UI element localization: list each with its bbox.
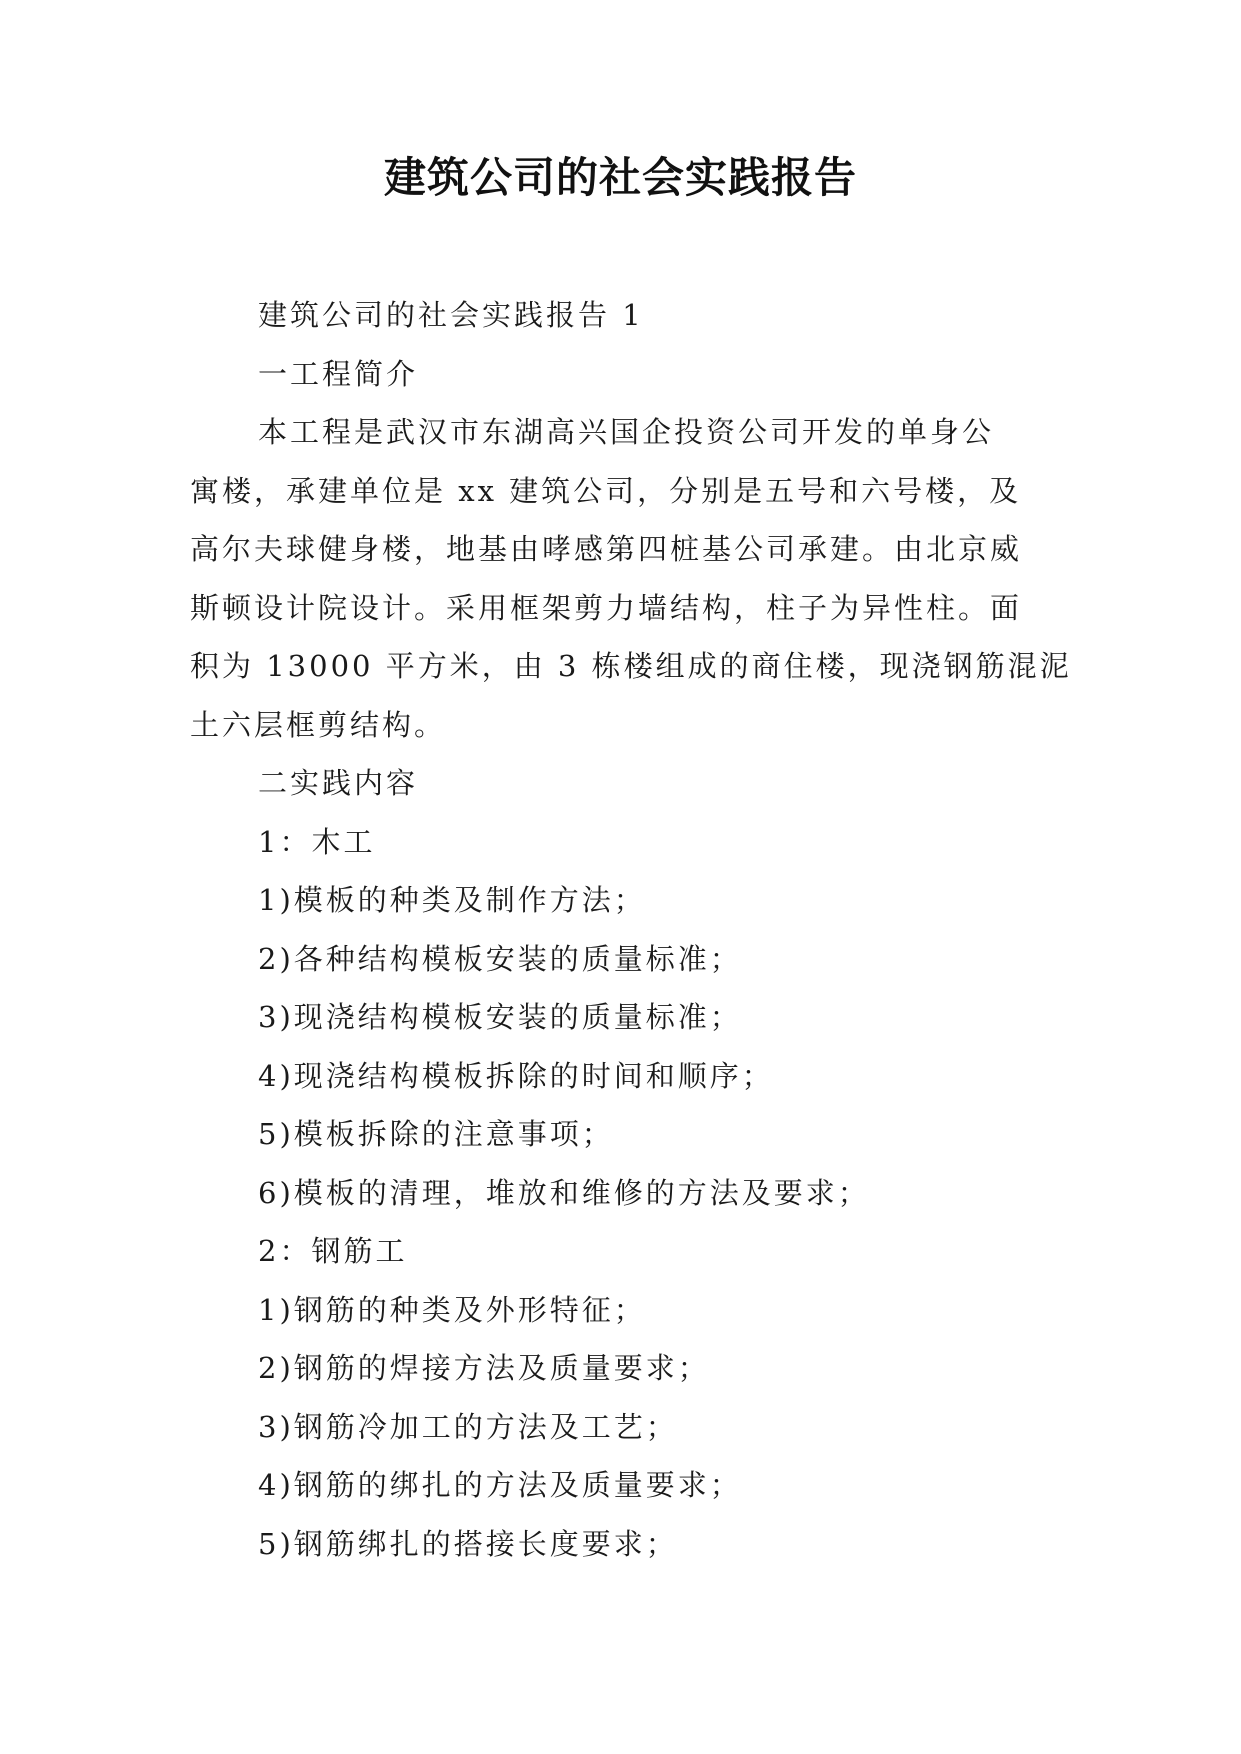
subsection-heading: 1：木工	[258, 824, 376, 859]
paragraph-line: 寓楼，承建单位是 xx 建筑公司，分别是五号和六号楼，及	[190, 473, 1022, 508]
document-title: 建筑公司的社会实践报告	[383, 153, 857, 202]
paragraph-line: 本工程是武汉市东湖高兴国企投资公司开发的单身公	[258, 415, 995, 449]
list-item: 2)各种结构模板安装的质量标准；	[258, 941, 742, 976]
paragraph-line: 高尔夫球健身楼，地基由哮感第四桩基公司承建。由北京威	[190, 532, 1023, 566]
list-item: 6)模板的清理，堆放和维修的方法及要求；	[258, 1175, 870, 1210]
list-item: 4)现浇结构模板拆除的时间和顺序；	[258, 1058, 774, 1093]
paragraph-line: 积为 13000 平方米，由 3 栋楼组成的商住楼，现浇钢筋混泥	[190, 649, 1072, 683]
list-item: 1)模板的种类及制作方法；	[258, 883, 646, 917]
paragraph-line: 斯顿设计院设计。采用框架剪力墙结构，柱子为异性柱。面	[190, 590, 1023, 625]
list-item: 3)现浇结构模板安装的质量标准；	[258, 1000, 742, 1034]
subsection-heading: 2：钢筋工	[258, 1234, 408, 1268]
section-heading: 二实践内容	[258, 766, 419, 800]
section-heading: 一工程简介	[258, 356, 419, 391]
document-body	[190, 286, 1072, 1573]
list-item: 1)钢筋的种类及外形特征；	[258, 1292, 646, 1327]
list-item: 3)钢筋冷加工的方法及工艺；	[258, 1409, 678, 1444]
list-item: 5)模板拆除的注意事项；	[258, 1117, 614, 1151]
list-item: 2)钢筋的焊接方法及质量要求；	[258, 1351, 710, 1385]
paragraph-line: 土六层框剪结构。	[190, 707, 447, 742]
list-item: 4)钢筋的绑扎的方法及质量要求；	[258, 1468, 742, 1502]
list-item: 5)钢筋绑扎的搭接长度要求；	[258, 1526, 678, 1561]
report-subtitle: 建筑公司的社会实践报告 1	[258, 298, 644, 332]
